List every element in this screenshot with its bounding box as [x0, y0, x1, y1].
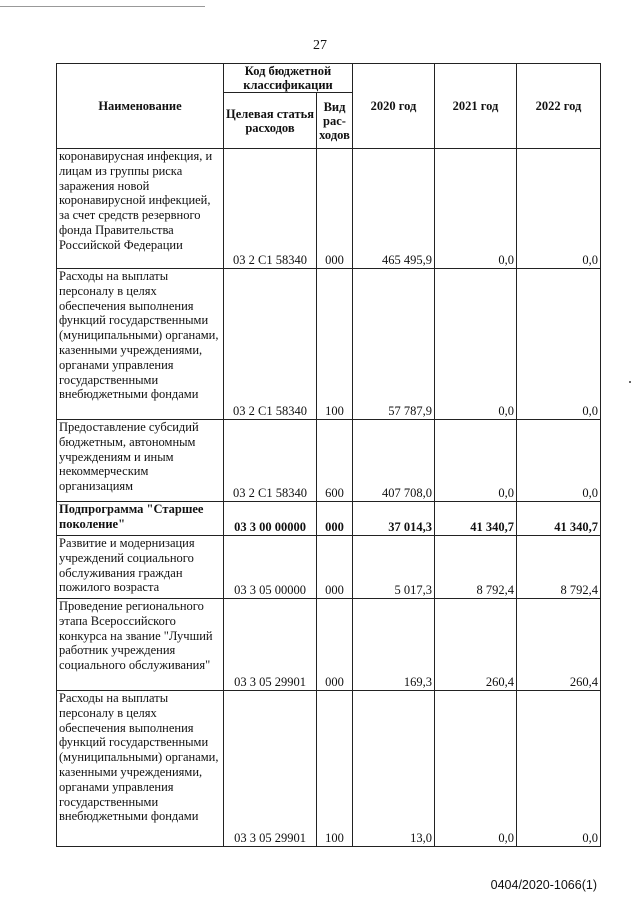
row-2022: 8 792,4 — [517, 536, 601, 599]
row-2020: 407 708,0 — [353, 420, 435, 502]
row-2021: 0,0 — [435, 149, 517, 269]
row-expense-kind: 000 — [317, 502, 353, 536]
row-2022: 0,0 — [517, 269, 601, 420]
row-target-article: 03 2 С1 58340 — [224, 269, 317, 420]
row-expense-kind: 000 — [317, 149, 353, 269]
row-name: Расходы на выплаты персоналу в целях обеспечения выполнения функций государственными (муниципальными) органами, казенными учреждениями, органами управления государственными внебюджетными фондами — [57, 269, 224, 420]
header-2022: 2022 год — [517, 64, 601, 149]
row-2021: 0,0 — [435, 269, 517, 420]
row-name: Расходы на выплаты персоналу в целях обеспечения выполнения функций государственными (муниципальными) органами, казенными учреждениями, органами управления государственными внебюджетными фондами — [57, 691, 224, 847]
row-2021: 0,0 — [435, 691, 517, 847]
row-expense-kind: 600 — [317, 420, 353, 502]
scan-mark — [629, 381, 631, 383]
row-expense-kind: 000 — [317, 536, 353, 599]
document-code: 0404/2020-1066(1) — [490, 878, 597, 892]
row-2020: 13,0 — [353, 691, 435, 847]
row-2020: 169,3 — [353, 599, 435, 691]
header-name: Наименование — [57, 64, 224, 149]
header-2020: 2020 год — [353, 64, 435, 149]
row-2022: 41 340,7 — [517, 502, 601, 536]
top-rule — [0, 6, 205, 7]
table-row — [57, 691, 601, 847]
header-expense-kind: Вид рас-ходов — [317, 93, 353, 149]
row-target-article: 03 2 С1 58340 — [224, 149, 317, 269]
row-2021: 0,0 — [435, 420, 517, 502]
row-name: Предоставление субсидий бюджетным, автономным учреждениям и иным некоммерческим организациям — [57, 420, 224, 502]
row-name: Проведение регионального этапа Всероссийского конкурса на звание "Лучший работник учреждения социального обслуживания" — [57, 599, 224, 691]
row-2022: 0,0 — [517, 691, 601, 847]
table-row — [57, 536, 601, 599]
row-2022: 0,0 — [517, 149, 601, 269]
row-target-article: 03 3 05 00000 — [224, 536, 317, 599]
table-row — [57, 420, 601, 502]
row-2022: 260,4 — [517, 599, 601, 691]
table-body — [57, 149, 601, 847]
row-2021: 41 340,7 — [435, 502, 517, 536]
table-row — [57, 269, 601, 420]
row-2020: 37 014,3 — [353, 502, 435, 536]
row-target-article: 03 3 05 29901 — [224, 599, 317, 691]
header-target-article: Целевая статья расходов — [224, 93, 317, 149]
row-target-article: 03 3 00 00000 — [224, 502, 317, 536]
row-2021: 260,4 — [435, 599, 517, 691]
table-row — [57, 502, 601, 536]
row-2020: 465 495,9 — [353, 149, 435, 269]
budget-table — [56, 63, 601, 847]
row-2020: 57 787,9 — [353, 269, 435, 420]
row-expense-kind: 000 — [317, 599, 353, 691]
row-expense-kind: 100 — [317, 269, 353, 420]
row-2021: 8 792,4 — [435, 536, 517, 599]
row-2022: 0,0 — [517, 420, 601, 502]
header-2021: 2021 год — [435, 64, 517, 149]
row-name: коронавирусная инфекция, и лицам из группы риска заражения новой коронавирусной инфекцией, за счет средств резервного фонда Правительства Российской Федерации — [57, 149, 224, 269]
row-expense-kind: 100 — [317, 691, 353, 847]
row-target-article: 03 3 05 29901 — [224, 691, 317, 847]
page-number: 27 — [313, 38, 327, 53]
row-2020: 5 017,3 — [353, 536, 435, 599]
header-code-group: Код бюджетной классификации — [224, 64, 353, 93]
row-name: Развитие и модернизация учреждений социального обслуживания граждан пожилого возраста — [57, 536, 224, 599]
row-target-article: 03 2 С1 58340 — [224, 420, 317, 502]
row-name: Подпрограмма "Старшее поколение" — [57, 502, 224, 536]
table-row — [57, 149, 601, 269]
table-row — [57, 599, 601, 691]
